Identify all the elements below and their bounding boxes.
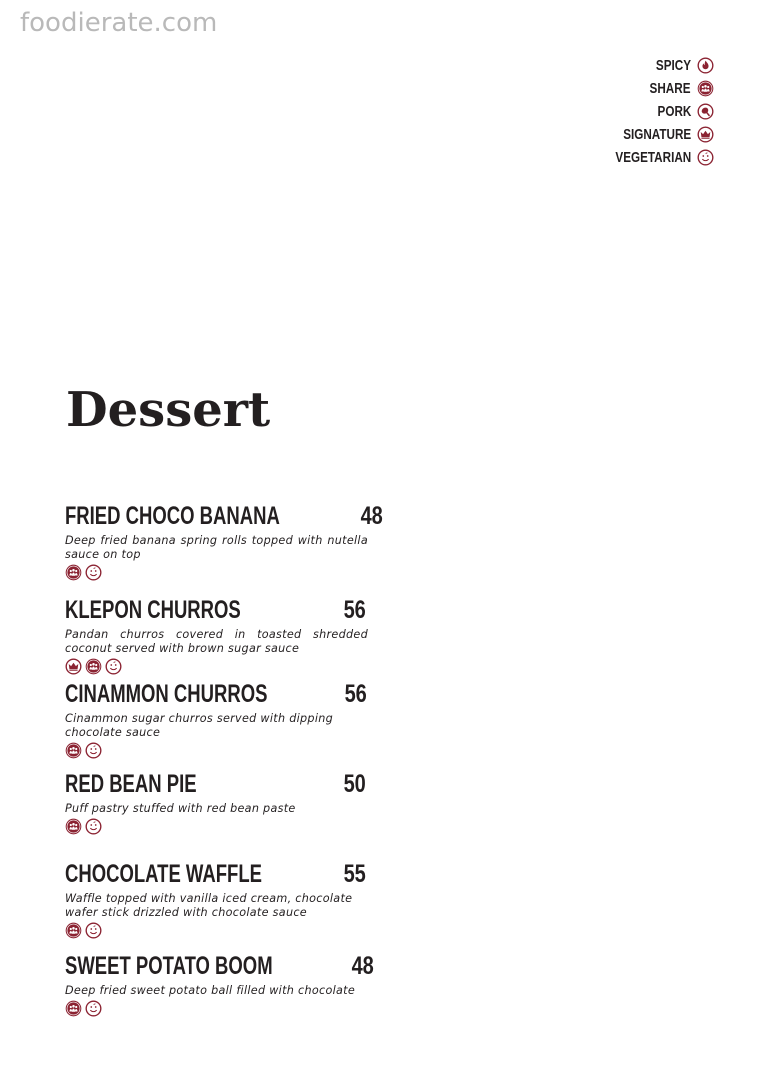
share-people-icon (65, 1000, 82, 1017)
vegetarian-icon (85, 922, 102, 939)
legend-row-vegetarian (514, 146, 714, 169)
item-price: 50 (343, 770, 366, 798)
item-description: Deep fried sweet potato ball filled with chocolate (65, 984, 356, 997)
legend-row-spicy (514, 54, 714, 77)
share-people-icon (85, 658, 102, 675)
item-description: Waffle topped with vanilla iced cream, chocolate wafer stick drizzled with chocolate sauce (65, 892, 353, 919)
item-price: 48 (360, 502, 384, 530)
share-people-icon (697, 80, 714, 97)
legend-row-share (514, 77, 714, 100)
menu-item-chocolate-waffle (65, 861, 368, 939)
legend-label: VEGETARIAN (615, 149, 691, 166)
vegetarian-icon (85, 818, 102, 835)
legend-label: SHARE (650, 80, 691, 97)
item-description: Deep fried banana spring rolls topped with nutella sauce on top (65, 534, 368, 561)
pork-icon (697, 103, 714, 120)
flame-icon (697, 57, 714, 74)
item-icons (65, 742, 368, 759)
menu-item-fried-choco-banana (65, 502, 384, 581)
crown-icon (65, 658, 82, 675)
legend-label: PORK (657, 103, 691, 120)
share-people-icon (65, 564, 82, 581)
vegetarian-icon (105, 658, 122, 675)
menu-item-red-bean-pie (65, 771, 368, 835)
item-name: RED BEAN PIE (65, 770, 197, 798)
icon-legend (514, 54, 714, 169)
menu-item-sweet-potato-boom (65, 952, 374, 1017)
section-title: Dessert (66, 382, 271, 438)
item-description: Cinammon sugar churros served with dipping chocolate sauce (65, 712, 334, 739)
item-name: CINAMMON CHURROS (65, 680, 268, 708)
legend-row-signature (514, 123, 714, 146)
item-name: FRIED CHOCO BANANA (65, 502, 280, 530)
menu-item-cinammon-churros (65, 681, 368, 759)
vegetarian-icon (85, 564, 102, 581)
watermark: foodierate.com (20, 8, 218, 38)
item-icons (65, 922, 368, 939)
item-icons (65, 658, 368, 675)
legend-row-pork (514, 100, 714, 123)
legend-label: SPICY (655, 57, 691, 74)
menu-item-klepon-churros (65, 597, 368, 675)
item-icons (65, 564, 368, 581)
vegetarian-icon (85, 742, 102, 759)
item-price: 56 (344, 680, 367, 708)
share-people-icon (65, 818, 82, 835)
item-price: 56 (343, 596, 366, 624)
legend-label: SIGNATURE (622, 126, 691, 143)
share-people-icon (65, 742, 82, 759)
share-people-icon (65, 922, 82, 939)
item-price: 55 (343, 860, 366, 888)
vegetarian-icon (697, 149, 714, 166)
crown-icon (697, 126, 714, 143)
item-description: Pandan churros covered in toasted shredded coconut served with brown sugar sauce (65, 628, 368, 655)
vegetarian-icon (85, 1000, 102, 1017)
item-name: SWEET POTATO BOOM (65, 952, 273, 980)
item-icons (65, 818, 368, 835)
item-name: CHOCOLATE WAFFLE (65, 860, 262, 888)
item-name: KLEPON CHURROS (65, 596, 241, 624)
item-price: 48 (351, 952, 374, 980)
item-description: Puff pastry stuffed with red bean paste (65, 802, 296, 815)
item-icons (65, 1000, 368, 1017)
